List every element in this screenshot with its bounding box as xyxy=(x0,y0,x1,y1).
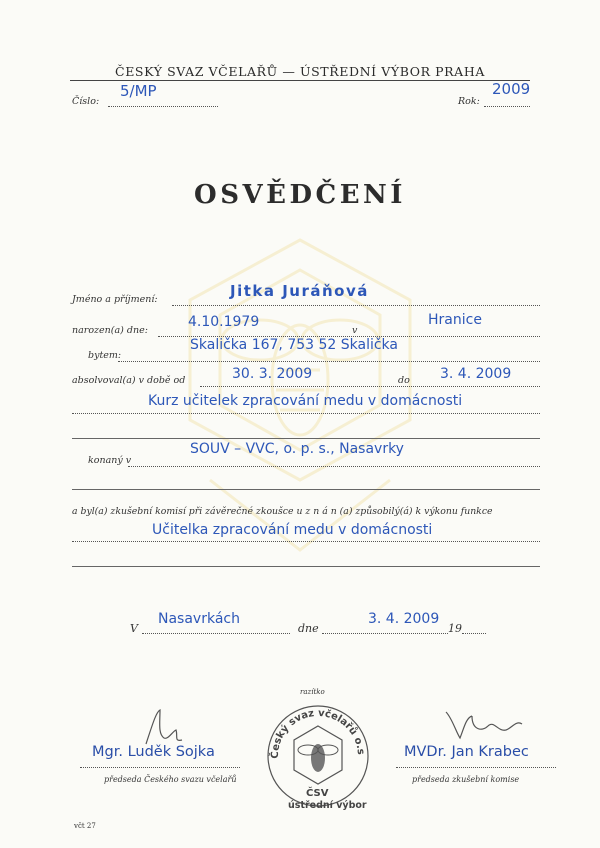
number-label: Číslo: xyxy=(72,96,100,107)
date-dotted-line xyxy=(322,633,448,634)
place-in-label: V xyxy=(130,622,138,635)
blank-line-1 xyxy=(72,438,540,439)
date-value: 3. 4. 2009 xyxy=(368,611,440,627)
organization-header: ČESKÝ SVAZ VČELAŘŮ — ÚSTŘEDNÍ VÝBOR PRAHA xyxy=(115,64,485,79)
completed-dotted-line xyxy=(200,386,540,387)
stamp-label: razítko xyxy=(300,688,325,696)
left-signatory-role: předseda Českého svazu včelařů xyxy=(104,775,237,784)
right-signature-icon xyxy=(442,708,532,744)
from-date: 30. 3. 2009 xyxy=(232,366,313,382)
completed-label: absolvoval(a) v době od xyxy=(72,375,186,386)
year-value: 2009 xyxy=(492,80,531,98)
right-signatory-name: MVDr. Jan Krabec xyxy=(404,744,529,760)
stamp-ring-bottom-text: ústřední výbor xyxy=(288,800,367,811)
to-date: 3. 4. 2009 xyxy=(440,366,512,382)
stamp-ring-top-text: Český svaz včelařů o.s xyxy=(269,707,367,759)
course-dotted-line xyxy=(72,413,540,414)
left-signatory-name: Mgr. Luděk Sojka xyxy=(92,744,215,760)
residence-value: Skalička 167, 753 52 Skalička xyxy=(190,337,398,353)
function-value: Učitelka zpracování medu v domácnosti xyxy=(152,522,433,538)
blank-line-3 xyxy=(72,566,540,567)
blank-line-2 xyxy=(72,489,540,490)
to-label: do xyxy=(398,375,410,386)
stamp-center-text: ČSV xyxy=(306,788,329,799)
form-code: včt 27 xyxy=(74,822,96,830)
name-dotted-line xyxy=(172,305,540,306)
document-title: OSVĚDČENÍ xyxy=(194,180,406,210)
right-signatory-role: předseda zkušební komise xyxy=(412,775,520,784)
course-name: Kurz učitelek zpracování medu v domácnosti xyxy=(148,393,463,409)
left-signature-line xyxy=(80,767,240,768)
residence-dotted-line xyxy=(118,361,540,362)
year-dotted-line xyxy=(484,106,530,107)
name-label: Jméno a příjmení: xyxy=(72,294,158,305)
year-label: Rok: xyxy=(458,96,480,107)
born-place: Hranice xyxy=(428,312,482,328)
year-suffix-dotted-line xyxy=(462,633,486,634)
held-dotted-line xyxy=(128,466,540,467)
recognition-text: a byl(a) zkušební komisí při závěrečné zkoušce u z n á n (a) způsobilý(á) k výkonu funkce xyxy=(72,506,493,517)
header-divider xyxy=(70,80,530,81)
number-value: 5/MP xyxy=(120,82,157,100)
date-label: dne xyxy=(298,622,319,635)
year-suffix: 19 xyxy=(448,622,462,635)
born-in-label: v xyxy=(352,325,358,336)
function-dotted-line xyxy=(72,541,540,542)
place-dotted-line xyxy=(142,633,290,634)
born-date: 4.10.1979 xyxy=(188,314,260,330)
held-value: SOUV – VVC, o. p. s., Nasavrky xyxy=(190,441,404,457)
residence-label: bytem: xyxy=(88,350,122,361)
born-label: narozen(a) dne: xyxy=(72,325,148,336)
number-dotted-line xyxy=(108,106,218,107)
held-label: konaný v xyxy=(88,455,132,466)
place-value: Nasavrkách xyxy=(158,611,240,627)
right-signature-line xyxy=(396,767,556,768)
name-value: Jitka Juráňová xyxy=(230,282,369,300)
association-stamp xyxy=(262,696,374,816)
